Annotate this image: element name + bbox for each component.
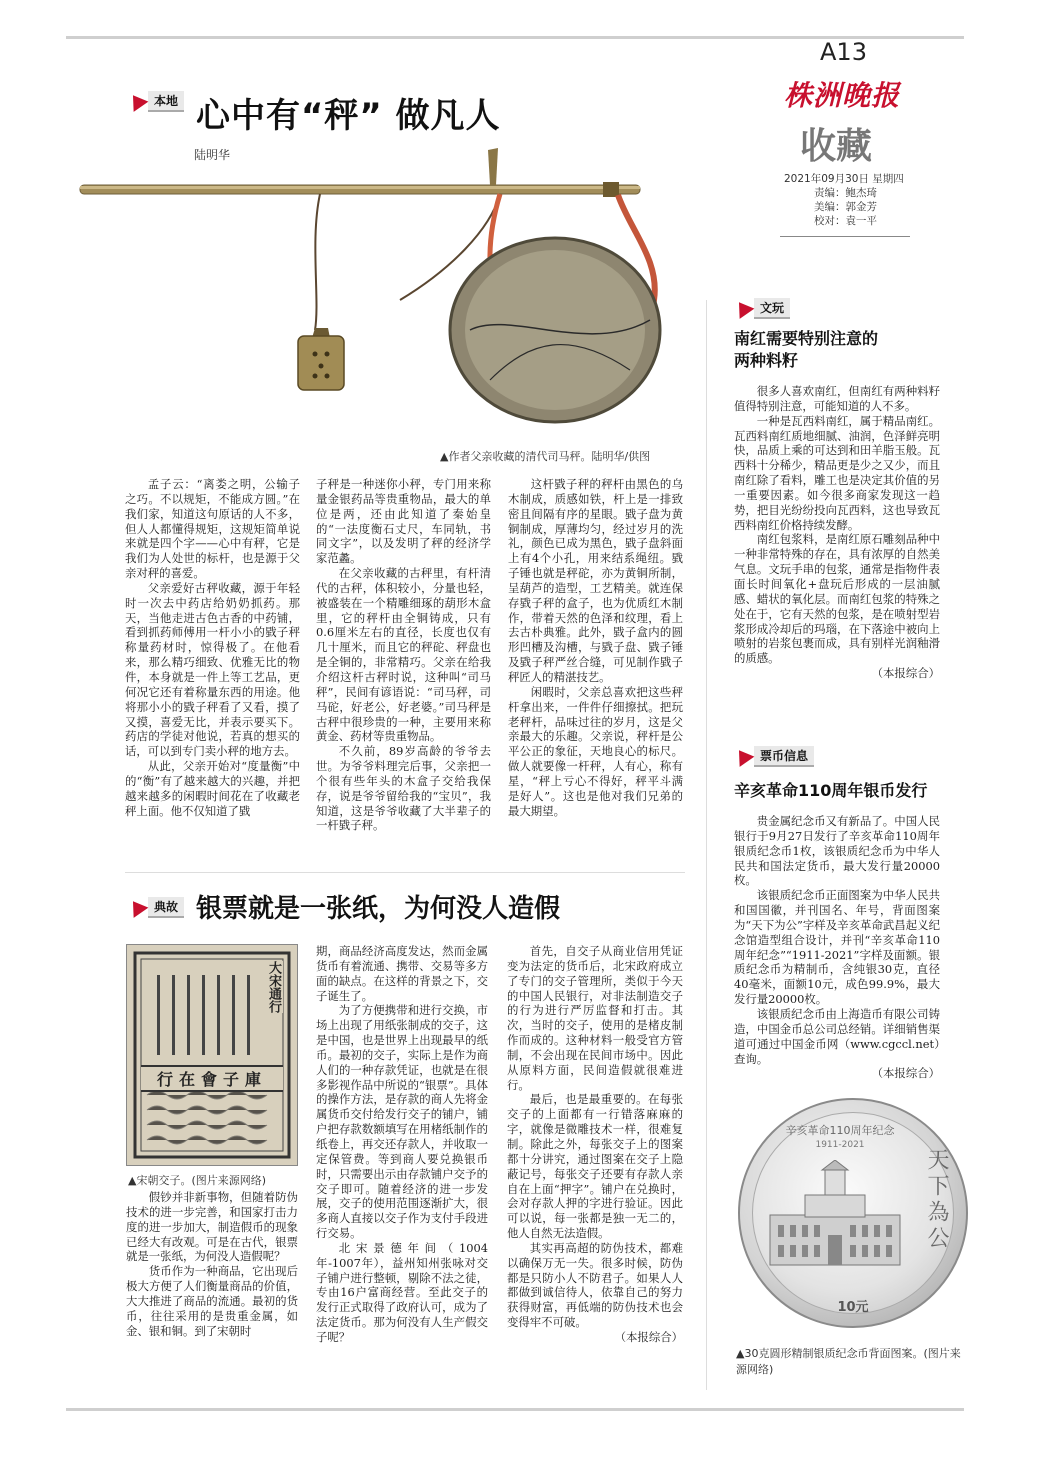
article3-body bbox=[734, 384, 940, 681]
article1-col1 bbox=[125, 477, 300, 818]
paragraph: 闲暇时，父亲总喜欢把这些秤杆拿出来，一件件仔细擦拭。把玩老秤杆，品味过往的岁月，这是父亲最大的乐趣。父亲说，秤杆是公平公正的象征，天地良心的标尺。做人就要像一杆秤，人有心，称有星，“秤上亏心不得好，秤平斗满是好人”。这也是他对我们兄弟的最大期望。 bbox=[508, 684, 683, 818]
designer-credit: 美编：郭金芳 bbox=[814, 201, 877, 213]
proof-credit: 校对：袁一平 bbox=[814, 215, 877, 227]
steelyard-beam-end bbox=[603, 182, 619, 197]
tag-mark-icon bbox=[126, 90, 149, 112]
coin-value: 10元 bbox=[837, 1300, 869, 1315]
paragraph: 货币作为一种商品，它出现后极大方便了人们衡量商品的价值，大大推进了商品的流通。最初的货币，往往采用的是贵重金属，如金、银和铜。到了宋朝时 bbox=[126, 1264, 298, 1338]
tag-story: 典故 bbox=[128, 897, 184, 917]
article1-col3 bbox=[508, 477, 683, 818]
paragraph: 孟子云：“离娄之明，公输子之巧。不以规矩，不能成方圆。”在我们家，知道这句原话的人不多，但人人都懂得规矩，这规矩简单说来就是四个字——心中有秤，它是我们为人处世的标杆，也是源于父亲对秤的喜爱。 bbox=[125, 477, 300, 581]
article3-title-line1: 南红需要特别注意的 bbox=[734, 329, 879, 348]
article3-title bbox=[734, 328, 878, 372]
paragraph: 北宋景德年间（1004年-1007年），益州知州张咏对交子铺户进行整顿，剔除不法之徒，专由16户富商经营。至此交子的发行正式取得了政府认可，成为了法定货币。那为何没有人生产假交子呢？ bbox=[316, 1240, 488, 1344]
issue-date: 2021年09月30日 星期四 bbox=[784, 173, 904, 185]
editor-credit: 责编：鲍杰琦 bbox=[814, 187, 877, 199]
banknote-top-text: 大宋通行 bbox=[266, 961, 281, 1013]
steelyard-photo bbox=[70, 140, 690, 440]
column-separator bbox=[706, 300, 707, 1390]
article1-author: 陆明华 bbox=[194, 148, 231, 162]
coin-years: 1911-2021 bbox=[815, 1140, 865, 1150]
paragraph: 南红包浆料，是南红原石雕刻品种中一种非常特殊的存在，具有浓厚的自然美气息。文玩手串的包浆，通常是指物件表面长时间氧化+盘玩后形成的一层油腻感、蜡状的氧化层。而南红包浆的特殊之处在于，它有天然的包浆，是在喷射型岩浆形成冷却后的玛瑙，在下落途中被向上喷射的岩浆包裹而成，具有别样光润釉滑的质感。 bbox=[734, 532, 940, 666]
article4-source: （本报综合） bbox=[871, 1066, 940, 1081]
paragraph: 从此，父亲开始对“度量衡”中的“衡”有了越来越大的兴趣，并把越来越多的闲暇时间花在了收藏老秤上面。他不仅知道了戥 bbox=[125, 759, 300, 818]
tag-currency: 票币信息 bbox=[734, 746, 814, 766]
section-title: 收藏 bbox=[800, 125, 873, 167]
paragraph: 其实再高超的防伪技术，都难以确保万无一失。很多时候，防伪都是只防小人不防君子。如果人人都做到诚信待人，依靠自己的努力获得财富，再低端的防伪技术也会变得牢不可破。 bbox=[507, 1240, 683, 1330]
article2-title: 银票就是一张纸，为何没人造假 bbox=[196, 894, 561, 924]
tag-mark-icon bbox=[126, 896, 149, 918]
paragraph: 一种是瓦西料南红，属于精品南红。瓦西料南红质地细腻、油润，色泽鲜亮明快，品质上乘的可达到和田羊脂玉般。瓦西料十分稀少，精品更是少之又少，而且南红除了看料，雕工也是决定其价值的另一重要因素。如今很多商家发现这一趋势，把目光纷纷投向瓦西料，这也导致瓦西料南红价格持续发酵。 bbox=[734, 413, 940, 532]
article2-col1 bbox=[126, 1190, 298, 1338]
tag-local: 本地 bbox=[128, 91, 184, 111]
paragraph: 贵金属纪念币又有新品了。中国人民银行于9月27日发行了辛亥革命110周年银质纪念币1枚，该银质纪念币为中华人民共和国法定货币，最大发行量20000枚。 bbox=[734, 814, 940, 888]
coin-motto: 天下為公 bbox=[924, 1148, 949, 1252]
paragraph: 首先，自交子从商业信用凭证变为法定的货币后，北宋政府成立了专门的交子管理所，类似于今天的中国人民银行，对非法制造交子的行为进行严厉监督和打击。其次，当时的交子，使用的是楮皮制作而成的。这种材料一般受官方管制，不会出现在民间市场中。因此从原料方面，民间造假就很难进行。 bbox=[507, 944, 683, 1092]
paragraph: 该银质纪念币由上海造币有限公司铸造，中国金币总公司总经销。详细销售渠道可通过中国金币网（www.cgccl.net）查询。 bbox=[734, 1006, 940, 1066]
article4-body bbox=[734, 814, 940, 1081]
article3-source: （本报综合） bbox=[871, 666, 940, 681]
article3-title-line2: 两种料籽 bbox=[734, 351, 799, 370]
article4-caption: ▲30克圆形精制银质纪念币背面图案。(图片来源网络) bbox=[736, 1347, 961, 1376]
paragraph: 期，商品经济高度发达，然而金属货币有着流通、携带、交易等多方面的缺点。在这样的背景之下，交子诞生了。 bbox=[316, 944, 488, 1003]
article1-title: 心中有“秤” 做凡人 bbox=[196, 96, 501, 136]
article2-col3 bbox=[507, 944, 683, 1345]
paragraph: 父亲爱好古秤收藏，源于年轻时一次去中药店给奶奶抓药。那天，当他走进古色古香的中药铺，看到抓药师傅用一杆小小的戥子秤称量药材时，惊得极了。在他看来，那么精巧细致、优雅无比的物件，本身就是一件上等工艺品，更何况它还有着称量东西的用途。他将那小小的戥子秤看了又看，摸了又摸，喜爱无比，并表示要买下。药店的学徒对他说，若真的想买的话，可以到专门卖小秤的地方去。 bbox=[125, 580, 300, 759]
bottom-rule bbox=[66, 1408, 964, 1411]
memorial-hall-icon bbox=[760, 1160, 910, 1280]
paper-logo: 株洲晚报 bbox=[783, 79, 900, 112]
paragraph: 不久前，89岁高龄的爷爷去世。为爷爷料理完后事，父亲把一个很有些年头的木盒子交给我保存，说是爷爷留给我的“宝贝”，我知道，这是爷爷收藏了大半辈子的一杆戥子秤。 bbox=[316, 744, 491, 833]
paragraph: 假钞并非新事物，但随着防伪技术的进一步完善，和国家打击力度的进一步加大，制造假币的现象已经大有改观。可是在古代，银票就是一张纸，为何没人造假呢？ bbox=[126, 1190, 298, 1264]
tag-mark-icon bbox=[732, 745, 755, 767]
paragraph: 在父亲收藏的古秤里，有杆清代的古秤，体积较小，分量也轻，被盛装在一个精雕细琢的葫形木盒里，它的秤杆由全铜铸成，只有0.6厘米左右的直径，长度也仅有几十厘米，而且它的秤砣、秤盘也是全铜的，非常精巧。父亲在给我介绍这杆古秤时说，这种叫“司马秤”，民间有谚语说：“司马秤，司马砣，好老公，好老婆。”司马秤是古秤中很珍贵的一种，主要用来称黄金、药材等贵重物品。 bbox=[316, 566, 491, 744]
page-number: A13 bbox=[820, 38, 867, 66]
article2-top-rule bbox=[125, 872, 685, 873]
paragraph: 为了方便携带和进行交换，市场上出现了用纸张制成的交子，这是中国，也是世界上出现最早的纸币。最初的交子，实际上是作为商人们的一种存款凭证，也就是在很多影视作品中所说的“银票”。具体的操作方法，是存款的商人先将金属货币交付给发行交子的铺户，铺户把存款数额填写在用楮纸制作的纸卷上，再交还存款人，并收取一定保管费。等到商人要兑换银币时，只需要出示由存款铺户交予的交子即可。随着经济的进一步发展，交子的使用范围逐渐扩大，很多商人直接以交子作为支付手段进行交易。 bbox=[316, 1003, 488, 1241]
article2-col2 bbox=[316, 944, 488, 1345]
paragraph: 最后，也是最重要的。在每张交子的上面都有一行错落麻麻的字，就像是微雕技术一样，很难复制。除此之外，每张交子上的图案都十分讲究，通过图案在交子上隐蔽记号，每张交子还要有存款人亲自在上面“押字”。铺户在兑换时，会对存款人押的字进行验证。因此可以说，每一张都是独一无二的，他人自然无法造假。 bbox=[507, 1092, 683, 1241]
article1-col2 bbox=[316, 477, 491, 833]
article2-source: （本报综合） bbox=[614, 1329, 683, 1344]
paragraph: 该银质纪念币正面图案为中华人民共和国国徽，并刊国名、年号，背面图案为“天下为公”字样及辛亥革命武昌起义纪念馆造型组合设计，并刊“辛亥革命110周年纪念”“1911-2021”字样及面额。银质纪念币为精制币，含纯银30克，直径40毫米，面额10元，成色99.9%，最大发行量20000枚。 bbox=[734, 888, 940, 1007]
article4-title: 辛亥革命110周年银币发行 bbox=[734, 781, 928, 800]
coin-ring-text: 辛亥革命110周年纪念 bbox=[785, 1124, 895, 1137]
paragraph: 子秤是一种迷你小秤，专门用来称量金银药品等贵重物品，最大的单位是两，还由此知道了秦始皇的“一法度衡石丈尺，车同轨，书同文字”，以及发明了秤的经济学家范蠡。 bbox=[316, 477, 491, 566]
masthead-info bbox=[784, 172, 914, 228]
steelyard-weight bbox=[298, 336, 344, 390]
article1-caption: ▲作者父亲收藏的清代司马秤。陆明华/供图 bbox=[440, 450, 651, 463]
banknote-bottom-text: 行在會子庫 bbox=[141, 1065, 283, 1092]
tag-antique: 文玩 bbox=[734, 298, 790, 318]
silver-coin-image bbox=[738, 1098, 968, 1328]
paragraph: 这杆戥子秤的秤杆由黑色的乌木制成，质感如铁，杆上是一排致密且间隔有序的星眼。戥子盘为黄铜制成，厚薄均匀，经过岁月的洗礼，颜色已成为黑色，戥子盘斜面上有4个小孔，用来结系绳纽。戥子锤也就是秤砣，亦为黄铜所制，呈葫芦的造型，工艺精美。就连保存戥子秤的盒子，也为优质红木制作，带着天然的色泽和纹理，看上去古朴典雅。此外，戥子盒内的圆形凹槽及沟槽，与戥子盘、戥子锤及戥子秤严丝合缝，可见制作戥子秤匠人的精湛技艺。 bbox=[508, 477, 683, 684]
tag-mark-icon bbox=[732, 297, 755, 319]
paragraph: 很多人喜欢南红，但南红有两种料籽值得特别注意，可能知道的人不多。 bbox=[734, 384, 940, 413]
article2-caption: ▲宋朝交子。(图片来源网络) bbox=[128, 1174, 267, 1187]
jiaozi-banknote-image bbox=[126, 944, 298, 1166]
masthead-underline bbox=[780, 236, 910, 237]
